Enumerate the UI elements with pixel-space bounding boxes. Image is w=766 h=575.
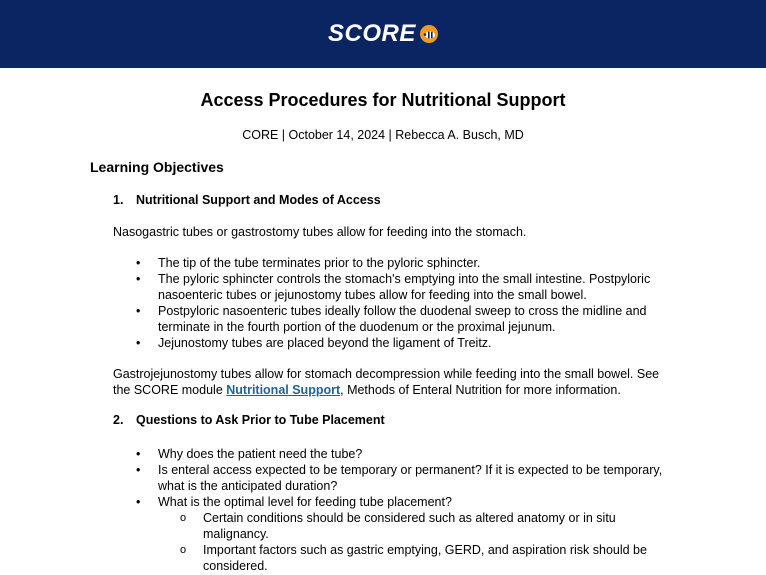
list-item [136, 271, 666, 303]
list-item [136, 335, 666, 351]
bullet: • [136, 272, 141, 286]
list-item-text: Jejunostomy tubes are placed beyond the ligament of Treitz. [158, 336, 492, 350]
sub-list-item [180, 542, 660, 574]
sub-bullet: o [180, 512, 187, 524]
section-2-sub-bullets [180, 510, 660, 574]
sub-list-item-text: Important factors such as gastric emptying, GERD, and aspiration risk should be considered. [203, 543, 647, 573]
section-heading-text: Questions to Ask Prior to Tube Placement [136, 413, 385, 427]
list-item-text: The tip of the tube terminates prior to the pyloric sphincter. [158, 256, 481, 270]
section-1-bullets [136, 255, 666, 351]
page-title: Access Procedures for Nutritional Support [200, 90, 566, 110]
section-heading-2 [113, 413, 385, 427]
section-heading-1 [113, 193, 381, 207]
section-2-bullets [136, 446, 666, 510]
list-item [136, 303, 666, 335]
list-item-text: Is enteral access expected to be temporary or permanent? If it is expected to be temporary, what is the anticipated duration? [158, 463, 663, 493]
byline: CORE | October 14, 2024 | Rebecca A. Busch, MD [242, 128, 524, 142]
bullet: • [136, 256, 141, 270]
section-number: 2. [113, 413, 124, 427]
bee-logo-icon [418, 23, 440, 45]
list-item-text: What is the optimal level for feeding tube placement? [158, 495, 452, 509]
list-item [136, 255, 666, 271]
bullet: • [136, 336, 141, 350]
nutritional-support-link[interactable]: Nutritional Support [226, 383, 341, 397]
document-body [0, 68, 766, 575]
bullet: • [136, 463, 141, 477]
objectives-heading: Learning Objectives [90, 159, 224, 175]
list-item-text: Why does the patient need the tube? [158, 447, 363, 461]
section-1-intro: Nasogastric tubes or gastrostomy tubes allow for feeding into the stomach. [113, 225, 527, 239]
bullet: • [136, 447, 141, 461]
sub-list-item [180, 510, 660, 542]
header-bar [0, 0, 766, 68]
list-item [136, 446, 666, 462]
list-item-text: The pyloric sphincter controls the stomach's emptying into the small intestine. Postpyloric nasoenteric tubes or jejunostomy tubes allow for feeding into the small bowel. [158, 272, 651, 302]
score-logo[interactable] [328, 19, 440, 49]
bullet: • [136, 304, 141, 318]
section-heading-text: Nutritional Support and Modes of Access [136, 193, 381, 207]
sub-list-item-text: Certain conditions should be considered such as altered anatomy or in situ malignancy. [203, 511, 616, 541]
bullet: • [136, 495, 141, 509]
list-item-text: Postpyloric nasoenteric tubes ideally follow the duodenal sweep to cross the midline and terminate in the fourth portion of the duodenum or the proximal jejunum. [158, 304, 647, 334]
list-item [136, 462, 666, 494]
closing-text-before: Gastrojejunostomy tubes allow for stomach decompression while feeding into the small bowel. See the SCORE module [113, 367, 660, 397]
logo-text: SCORE [328, 20, 416, 47]
closing-text-after: , Methods of Enteral Nutrition for more information. [340, 383, 621, 397]
list-item [136, 494, 666, 510]
section-number: 1. [113, 193, 124, 207]
sub-bullet: o [180, 544, 187, 556]
section-1-closing [113, 366, 663, 398]
